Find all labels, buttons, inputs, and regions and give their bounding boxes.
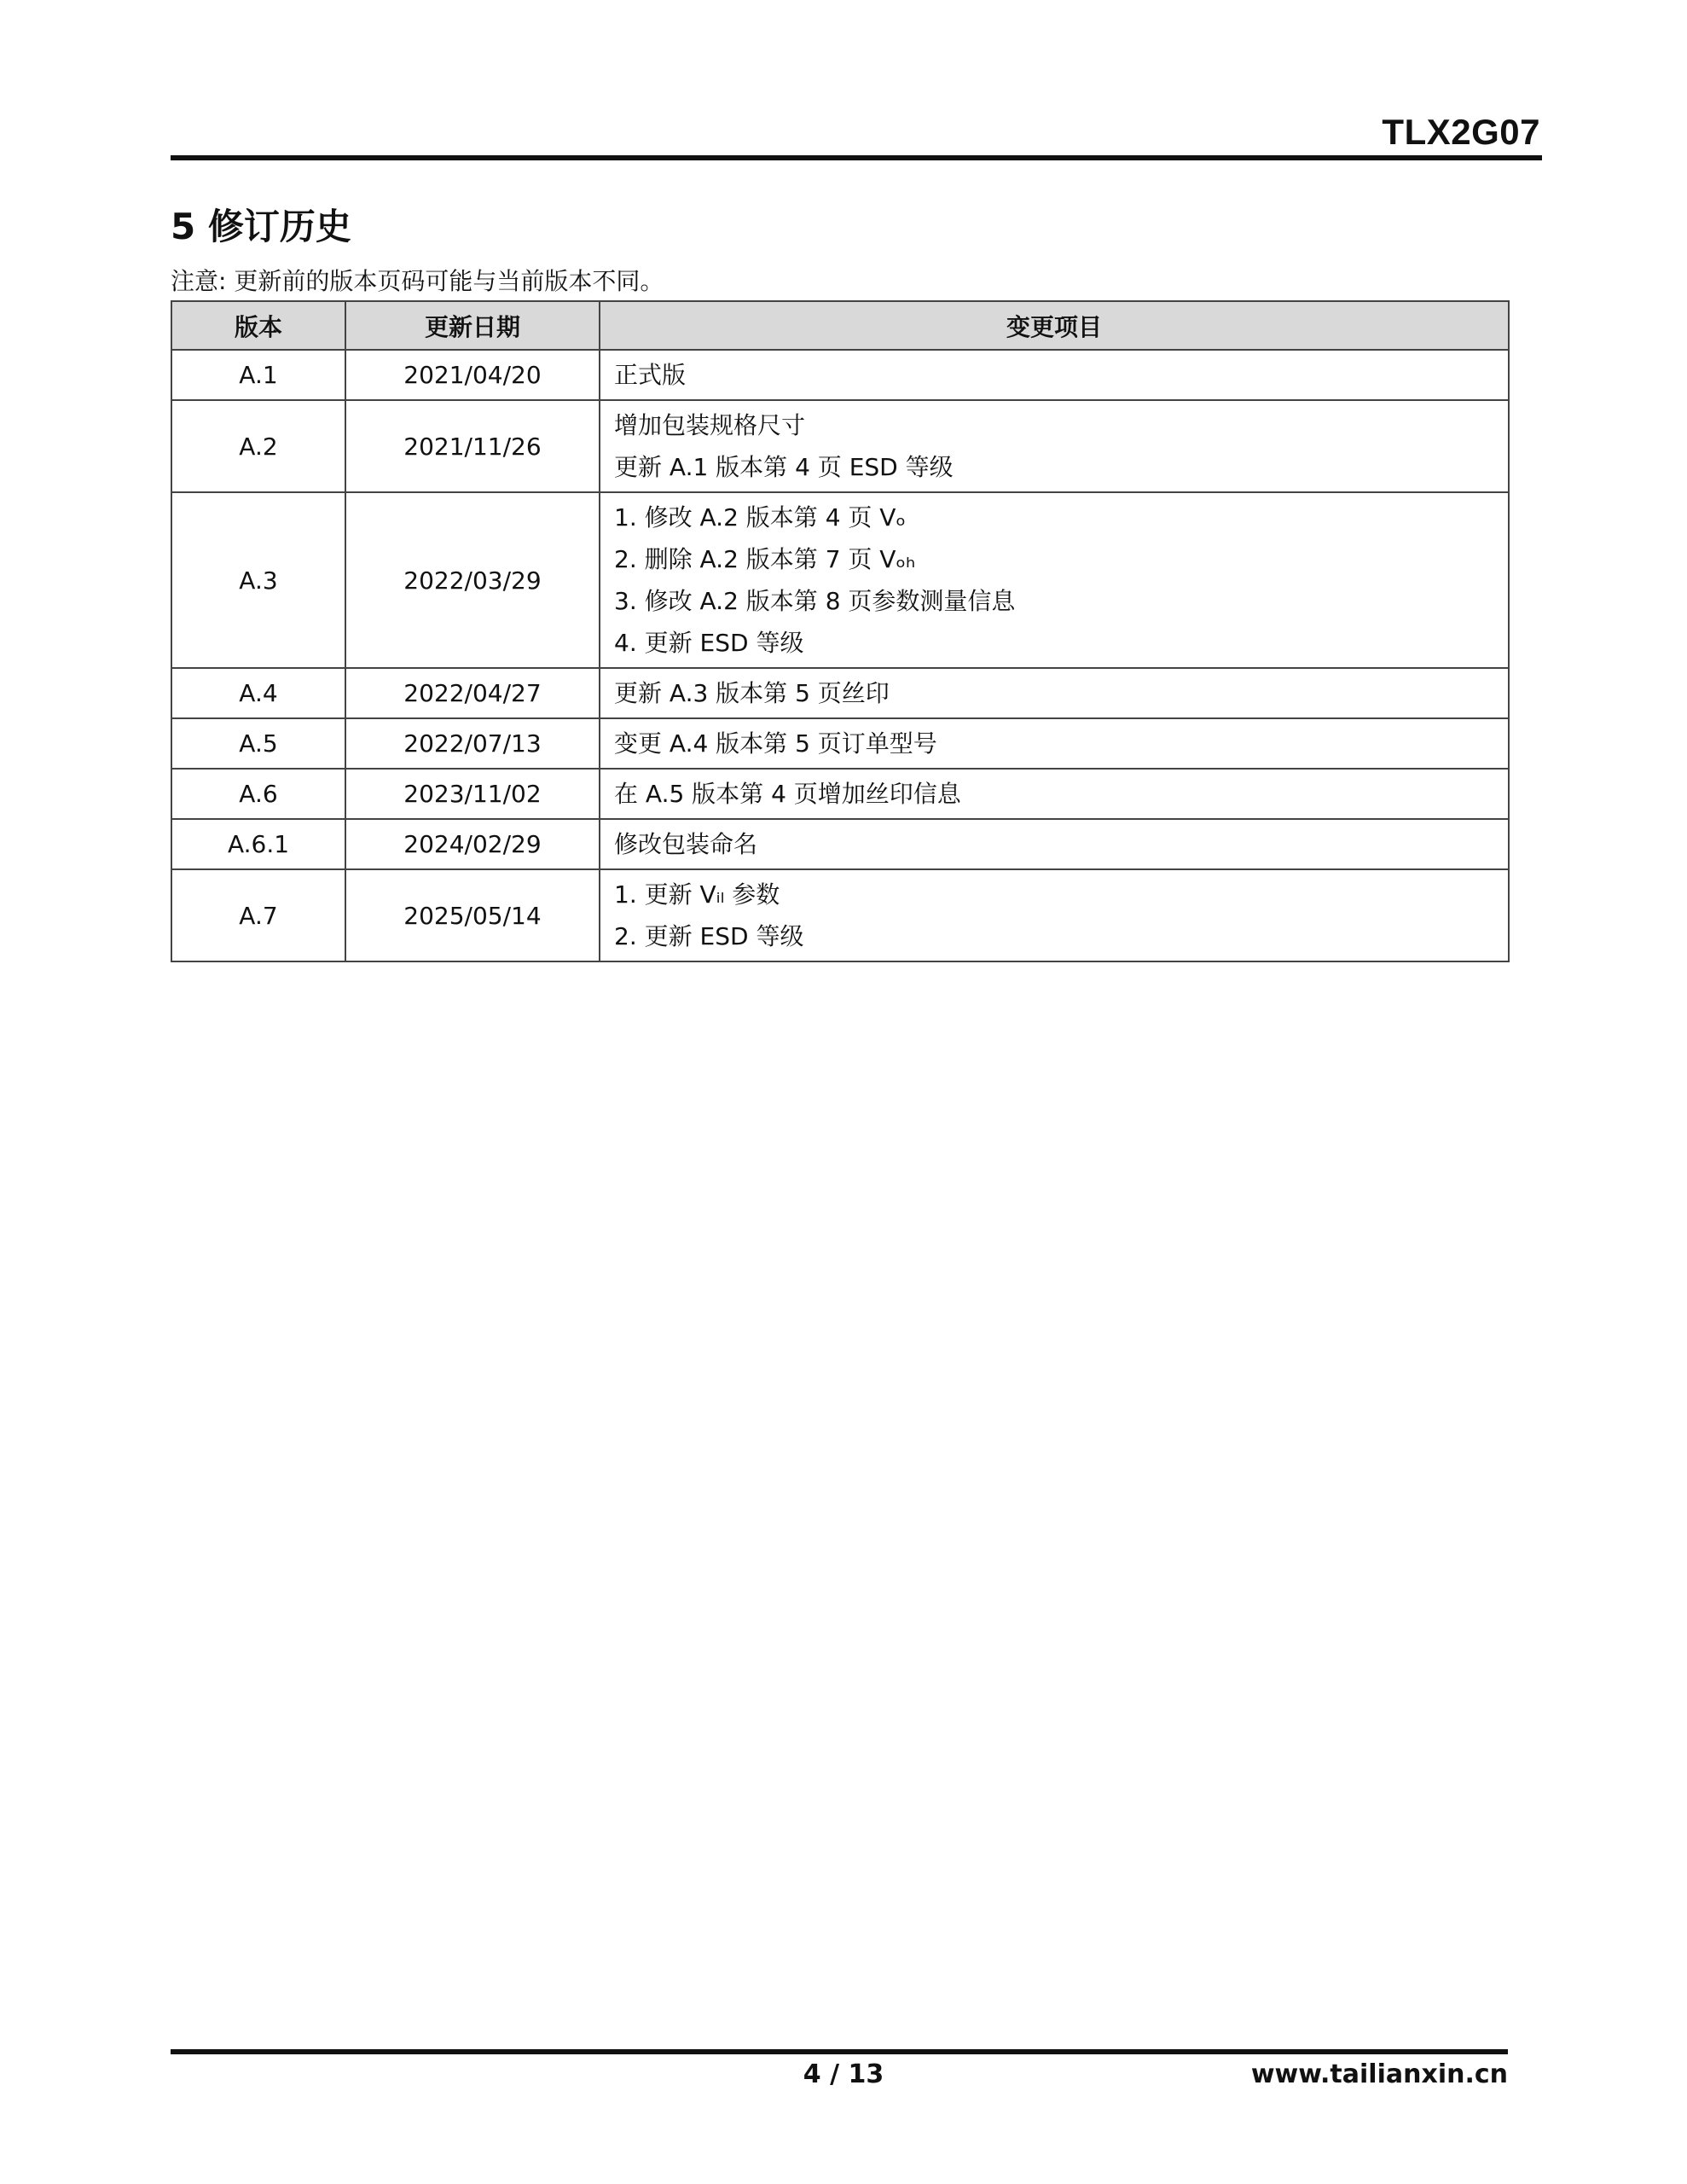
change-item: 正式版: [614, 361, 687, 389]
table-row: [171, 400, 1509, 492]
changes-cell: [600, 668, 1509, 718]
change-item: 更新 A.3 版本第 5 页丝印: [614, 679, 890, 707]
footer-rule: [171, 2049, 1508, 2054]
change-item: 在 A.5 版本第 4 页增加丝印信息: [614, 780, 961, 808]
header-changes: 变更项目: [600, 301, 1509, 350]
change-item: 1. 更新 Vᵢₗ 参数: [614, 880, 780, 909]
version-cell: A.4: [171, 668, 345, 718]
change-item: 变更 A.4 版本第 5 页订单型号: [614, 729, 937, 758]
changes-cell: [600, 400, 1509, 492]
date-cell: 2021/04/20: [345, 350, 600, 400]
change-item: 3. 修改 A.2 版本第 8 页参数测量信息: [614, 587, 1016, 615]
table-body: [171, 350, 1509, 961]
changes-cell: [600, 819, 1509, 869]
table-row: [171, 718, 1509, 769]
version-cell: A.3: [171, 492, 345, 668]
table-row: [171, 668, 1509, 718]
table-row: [171, 819, 1509, 869]
change-item: 2. 删除 A.2 版本第 7 页 Vₒₕ: [614, 545, 916, 573]
change-item: 更新 A.1 版本第 4 页 ESD 等级: [614, 453, 954, 481]
date-cell: 2022/04/27: [345, 668, 600, 718]
version-cell: A.6: [171, 769, 345, 819]
date-cell: 2024/02/29: [345, 819, 600, 869]
version-cell: A.6.1: [171, 819, 345, 869]
change-item: 修改包装命名: [614, 830, 758, 858]
table-row: [171, 350, 1509, 400]
version-cell: A.2: [171, 400, 345, 492]
date-cell: 2022/03/29: [345, 492, 600, 668]
revision-history-table: [171, 300, 1510, 962]
website-link: www.tailianxin.cn: [1250, 2059, 1508, 2089]
date-cell: 2021/11/26: [345, 400, 600, 492]
date-cell: 2023/11/02: [345, 769, 600, 819]
change-item: 1. 修改 A.2 版本第 4 页 Vₒ: [614, 503, 907, 531]
part-number: TLX2G07: [1382, 112, 1540, 152]
table-row: [171, 492, 1509, 668]
table-row: [171, 869, 1509, 961]
page-number: 4 / 13: [803, 2059, 884, 2089]
header-version: 版本: [171, 301, 345, 350]
revision-note: 注意: 更新前的版本页码可能与当前版本不同。: [171, 267, 664, 295]
table-row: [171, 769, 1509, 819]
version-cell: A.7: [171, 869, 345, 961]
changes-cell: [600, 718, 1509, 769]
table-header-row: [171, 301, 1509, 350]
changes-cell: [600, 869, 1509, 961]
section-title: 5 修订历史: [171, 206, 351, 247]
version-cell: A.1: [171, 350, 345, 400]
change-item: 4. 更新 ESD 等级: [614, 629, 804, 657]
header-rule: [171, 155, 1542, 160]
changes-cell: [600, 350, 1509, 400]
date-cell: 2025/05/14: [345, 869, 600, 961]
header-date: 更新日期: [345, 301, 600, 350]
change-item: 增加包装规格尺寸: [614, 411, 806, 439]
date-cell: 2022/07/13: [345, 718, 600, 769]
change-item: 2. 更新 ESD 等级: [614, 922, 804, 950]
changes-cell: [600, 769, 1509, 819]
version-cell: A.5: [171, 718, 345, 769]
changes-cell: [600, 492, 1509, 668]
